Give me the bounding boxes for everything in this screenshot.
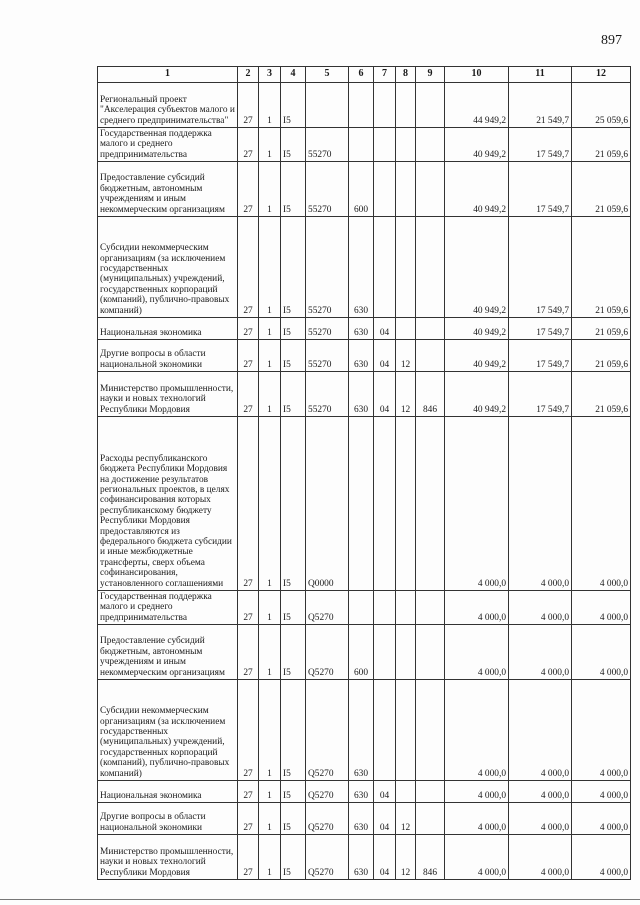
subsection-code-cell: [396, 789, 416, 803]
table-row: [98, 162, 631, 217]
section-code-cell: [374, 625, 396, 680]
ministry-code-cell: [416, 83, 445, 128]
row-name-cell: Министерство промышленности, науки и новых технологий Республики Мордовия: [98, 835, 238, 880]
chapter-cell: 27: [238, 625, 259, 680]
spacer-cell: [349, 803, 374, 812]
row-spacer: [98, 803, 631, 812]
spacer-cell: [349, 340, 374, 349]
program-cell: I5: [281, 128, 306, 162]
amount-cell-11: 17 549,7: [509, 162, 572, 217]
subsection-code-cell: 12: [396, 811, 416, 835]
amount-cell-10: 4 000,0: [445, 591, 509, 625]
section-code-cell: 04: [374, 811, 396, 835]
amount-cell-10: 4 000,0: [445, 625, 509, 680]
subsection-code-cell: 12: [396, 372, 416, 417]
spacer-cell: [259, 781, 281, 790]
amount-cell-12: 4 000,0: [572, 811, 631, 835]
amount-cell-12: 21 059,6: [572, 326, 631, 340]
amount-cell-10: 40 949,2: [445, 326, 509, 340]
target-cell: Q5270: [306, 811, 349, 835]
spacer-cell: [572, 318, 631, 327]
row-name-cell: Другие вопросы в области национальной экономики: [98, 811, 238, 835]
expense-type-cell: [349, 83, 374, 128]
section-cell: 1: [259, 128, 281, 162]
amount-cell-10: 4 000,0: [445, 811, 509, 835]
spacer-cell: [259, 318, 281, 327]
spacer-cell: [572, 340, 631, 349]
spacer-cell: [445, 781, 509, 790]
spacer-cell: [396, 318, 416, 327]
amount-cell-10: 40 949,2: [445, 348, 509, 372]
spacer-cell: [281, 318, 306, 327]
section-code-cell: [374, 680, 396, 781]
chapter-cell: 27: [238, 217, 259, 318]
amount-cell-12: 4 000,0: [572, 625, 631, 680]
spacer-cell: [259, 340, 281, 349]
amount-cell-12: 4 000,0: [572, 680, 631, 781]
table-row: [98, 811, 631, 835]
target-cell: 55270: [306, 372, 349, 417]
amount-cell-11: 4 000,0: [509, 835, 572, 880]
table-row: [98, 128, 631, 162]
expense-type-cell: 630: [349, 835, 374, 880]
header-cell: 10: [445, 67, 509, 83]
program-cell: I5: [281, 811, 306, 835]
target-cell: 55270: [306, 162, 349, 217]
chapter-cell: 27: [238, 162, 259, 217]
spacer-cell: [572, 803, 631, 812]
spacer-cell: [349, 781, 374, 790]
program-cell: I5: [281, 372, 306, 417]
subsection-code-cell: [396, 217, 416, 318]
chapter-cell: 27: [238, 128, 259, 162]
section-cell: 1: [259, 591, 281, 625]
row-name-cell: Национальная экономика: [98, 789, 238, 803]
chapter-cell: 27: [238, 83, 259, 128]
header-cell: 8: [396, 67, 416, 83]
table-row: [98, 680, 631, 781]
amount-cell-10: 4 000,0: [445, 789, 509, 803]
row-name-cell: Региональный проект "Акселерация субъектов малого и среднего предпринимательства": [98, 83, 238, 128]
section-cell: 1: [259, 811, 281, 835]
target-cell: Q5270: [306, 680, 349, 781]
subsection-code-cell: [396, 128, 416, 162]
target-cell: [306, 83, 349, 128]
expense-type-cell: 600: [349, 625, 374, 680]
program-cell: I5: [281, 625, 306, 680]
amount-cell-10: 40 949,2: [445, 217, 509, 318]
chapter-cell: 27: [238, 811, 259, 835]
spacer-cell: [445, 318, 509, 327]
spacer-cell: [396, 781, 416, 790]
target-cell: 55270: [306, 348, 349, 372]
amount-cell-11: 17 549,7: [509, 348, 572, 372]
row-name-cell: Министерство промышленности, науки и новых технологий Республики Мордовия: [98, 372, 238, 417]
header-cell: 2: [238, 67, 259, 83]
row-name-cell: Расходы республиканского бюджета Республики Мордовия на достижение результатов региональных проектов, в целях софинансирования которых республиканскому бюджету Республики Мордовия предоставляются из федерального бюджета субсидии и иные межбюджетные трансферты, сверх объема софинансирования, установленного соглашениями: [98, 417, 238, 591]
header-cell: 5: [306, 67, 349, 83]
table-row: [98, 217, 631, 318]
expense-type-cell: 630: [349, 348, 374, 372]
header-cell: 1: [98, 67, 238, 83]
spacer-cell: [445, 340, 509, 349]
spacer-cell: [259, 803, 281, 812]
spacer-cell: [374, 318, 396, 327]
row-name-cell: Предоставление субсидий бюджетным, автономным учреждениям и иным некоммерческим организациям: [98, 625, 238, 680]
subsection-code-cell: 12: [396, 835, 416, 880]
section-code-cell: [374, 217, 396, 318]
page-bottom-edge: [0, 899, 640, 900]
section-cell: 1: [259, 417, 281, 591]
ministry-code-cell: [416, 680, 445, 781]
spacer-cell: [509, 340, 572, 349]
spacer-cell: [281, 340, 306, 349]
chapter-cell: 27: [238, 680, 259, 781]
spacer-cell: [396, 340, 416, 349]
section-cell: 1: [259, 625, 281, 680]
amount-cell-11: 17 549,7: [509, 217, 572, 318]
spacer-cell: [349, 318, 374, 327]
spacer-cell: [238, 781, 259, 790]
spacer-cell: [445, 803, 509, 812]
chapter-cell: 27: [238, 591, 259, 625]
section-code-cell: 04: [374, 348, 396, 372]
header-cell: 9: [416, 67, 445, 83]
section-code-cell: [374, 417, 396, 591]
expense-type-cell: [349, 417, 374, 591]
spacer-cell: [416, 318, 445, 327]
spacer-cell: [509, 803, 572, 812]
ministry-code-cell: [416, 417, 445, 591]
amount-cell-12: 4 000,0: [572, 789, 631, 803]
section-code-cell: [374, 128, 396, 162]
spacer-cell: [306, 803, 349, 812]
target-cell: 55270: [306, 326, 349, 340]
spacer-cell: [416, 803, 445, 812]
header-cell: 12: [572, 67, 631, 83]
target-cell: 55270: [306, 217, 349, 318]
header-cell: 3: [259, 67, 281, 83]
budget-table: [97, 66, 631, 880]
amount-cell-10: 44 949,2: [445, 83, 509, 128]
amount-cell-10: 4 000,0: [445, 417, 509, 591]
program-cell: I5: [281, 83, 306, 128]
section-code-cell: 04: [374, 372, 396, 417]
amount-cell-10: 4 000,0: [445, 835, 509, 880]
program-cell: I5: [281, 789, 306, 803]
expense-type-cell: 600: [349, 162, 374, 217]
section-cell: 1: [259, 835, 281, 880]
row-spacer: [98, 318, 631, 327]
amount-cell-11: 4 000,0: [509, 417, 572, 591]
ministry-code-cell: [416, 128, 445, 162]
chapter-cell: 27: [238, 348, 259, 372]
program-cell: I5: [281, 326, 306, 340]
amount-cell-11: 4 000,0: [509, 591, 572, 625]
row-name-cell: Государственная поддержка малого и среднего предпринимательства: [98, 128, 238, 162]
expense-type-cell: 630: [349, 789, 374, 803]
spacer-cell: [416, 781, 445, 790]
amount-cell-10: 4 000,0: [445, 680, 509, 781]
ministry-code-cell: [416, 348, 445, 372]
subsection-code-cell: [396, 83, 416, 128]
program-cell: I5: [281, 417, 306, 591]
subsection-code-cell: [396, 680, 416, 781]
program-cell: I5: [281, 680, 306, 781]
section-cell: 1: [259, 83, 281, 128]
subsection-code-cell: [396, 326, 416, 340]
spacer-cell: [306, 781, 349, 790]
amount-cell-11: 17 549,7: [509, 372, 572, 417]
spacer-cell: [238, 318, 259, 327]
target-cell: Q5270: [306, 591, 349, 625]
amount-cell-12: 4 000,0: [572, 417, 631, 591]
amount-cell-12: 21 059,6: [572, 217, 631, 318]
amount-cell-11: 21 549,7: [509, 83, 572, 128]
amount-cell-12: 21 059,6: [572, 162, 631, 217]
target-cell: 55270: [306, 128, 349, 162]
subsection-code-cell: 12: [396, 348, 416, 372]
program-cell: I5: [281, 348, 306, 372]
section-code-cell: 04: [374, 789, 396, 803]
row-name-cell: Национальная экономика: [98, 326, 238, 340]
program-cell: I5: [281, 162, 306, 217]
amount-cell-12: 21 059,6: [572, 128, 631, 162]
spacer-cell: [374, 340, 396, 349]
section-code-cell: [374, 83, 396, 128]
amount-cell-10: 40 949,2: [445, 128, 509, 162]
row-name-cell: Предоставление субсидий бюджетным, автономным учреждениям и иным некоммерческим организациям: [98, 162, 238, 217]
section-code-cell: [374, 591, 396, 625]
header-cell: 6: [349, 67, 374, 83]
expense-type-cell: [349, 128, 374, 162]
expense-type-cell: 630: [349, 372, 374, 417]
program-cell: I5: [281, 217, 306, 318]
table-row: [98, 835, 631, 880]
spacer-cell: [416, 340, 445, 349]
section-cell: 1: [259, 162, 281, 217]
chapter-cell: 27: [238, 835, 259, 880]
spacer-cell: [238, 803, 259, 812]
section-cell: 1: [259, 680, 281, 781]
ministry-code-cell: [416, 217, 445, 318]
table-row: [98, 83, 631, 128]
amount-cell-11: 4 000,0: [509, 789, 572, 803]
spacer-cell: [509, 318, 572, 327]
ministry-code-cell: [416, 625, 445, 680]
spacer-cell: [281, 803, 306, 812]
spacer-cell: [281, 781, 306, 790]
target-cell: Q5270: [306, 789, 349, 803]
ministry-code-cell: [416, 162, 445, 217]
amount-cell-12: 21 059,6: [572, 372, 631, 417]
spacer-cell: [572, 781, 631, 790]
section-code-cell: [374, 162, 396, 217]
ministry-code-cell: [416, 591, 445, 625]
amount-cell-12: 4 000,0: [572, 835, 631, 880]
spacer-cell: [98, 781, 238, 790]
page-number: 897: [601, 33, 622, 48]
expense-type-cell: 630: [349, 811, 374, 835]
target-cell: Q0000: [306, 417, 349, 591]
section-cell: 1: [259, 326, 281, 340]
section-cell: 1: [259, 217, 281, 318]
amount-cell-11: 4 000,0: [509, 680, 572, 781]
expense-type-cell: 630: [349, 326, 374, 340]
subsection-code-cell: [396, 417, 416, 591]
chapter-cell: 27: [238, 326, 259, 340]
row-name-cell: Субсидии некоммерческим организациям (за исключением государственных (муниципальных) учреждений, государственных корпораций (компаний), публично-правовых компаний): [98, 680, 238, 781]
spacer-cell: [374, 803, 396, 812]
table-row: [98, 372, 631, 417]
table-row: [98, 591, 631, 625]
chapter-cell: 27: [238, 417, 259, 591]
ministry-code-cell: [416, 326, 445, 340]
program-cell: I5: [281, 835, 306, 880]
ministry-code-cell: 846: [416, 835, 445, 880]
amount-cell-10: 40 949,2: [445, 372, 509, 417]
subsection-code-cell: [396, 591, 416, 625]
spacer-cell: [98, 803, 238, 812]
ministry-code-cell: [416, 811, 445, 835]
subsection-code-cell: [396, 162, 416, 217]
ministry-code-cell: [416, 789, 445, 803]
row-name-cell: Другие вопросы в области национальной экономики: [98, 348, 238, 372]
target-cell: Q5270: [306, 835, 349, 880]
row-spacer: [98, 340, 631, 349]
section-cell: 1: [259, 372, 281, 417]
table-row: [98, 417, 631, 591]
table-row: [98, 789, 631, 803]
expense-type-cell: 630: [349, 680, 374, 781]
chapter-cell: 27: [238, 789, 259, 803]
header-cell: 11: [509, 67, 572, 83]
amount-cell-11: 4 000,0: [509, 625, 572, 680]
row-name-cell: Государственная поддержка малого и среднего предпринимательства: [98, 591, 238, 625]
row-spacer: [98, 781, 631, 790]
spacer-cell: [396, 803, 416, 812]
amount-cell-10: 40 949,2: [445, 162, 509, 217]
chapter-cell: 27: [238, 372, 259, 417]
section-code-cell: 04: [374, 835, 396, 880]
subsection-code-cell: [396, 625, 416, 680]
header-cell: 4: [281, 67, 306, 83]
spacer-cell: [509, 781, 572, 790]
section-cell: 1: [259, 348, 281, 372]
amount-cell-11: 4 000,0: [509, 811, 572, 835]
section-code-cell: 04: [374, 326, 396, 340]
section-cell: 1: [259, 789, 281, 803]
amount-cell-11: 17 549,7: [509, 128, 572, 162]
spacer-cell: [374, 781, 396, 790]
spacer-cell: [98, 318, 238, 327]
row-name-cell: Субсидии некоммерческим организациям (за исключением государственных (муниципальных) учреждений, государственных корпораций (компаний), публично-правовых компаний): [98, 217, 238, 318]
spacer-cell: [98, 340, 238, 349]
expense-type-cell: [349, 591, 374, 625]
header-cell: 7: [374, 67, 396, 83]
ministry-code-cell: 846: [416, 372, 445, 417]
spacer-cell: [306, 318, 349, 327]
table-row: [98, 348, 631, 372]
program-cell: I5: [281, 591, 306, 625]
amount-cell-12: 21 059,6: [572, 348, 631, 372]
target-cell: Q5270: [306, 625, 349, 680]
amount-cell-12: 4 000,0: [572, 591, 631, 625]
table-header-row: [98, 67, 631, 83]
amount-cell-11: 17 549,7: [509, 326, 572, 340]
spacer-cell: [306, 340, 349, 349]
table-row: [98, 625, 631, 680]
amount-cell-12: 25 059,6: [572, 83, 631, 128]
expense-type-cell: 630: [349, 217, 374, 318]
table-row: [98, 326, 631, 340]
spacer-cell: [238, 340, 259, 349]
